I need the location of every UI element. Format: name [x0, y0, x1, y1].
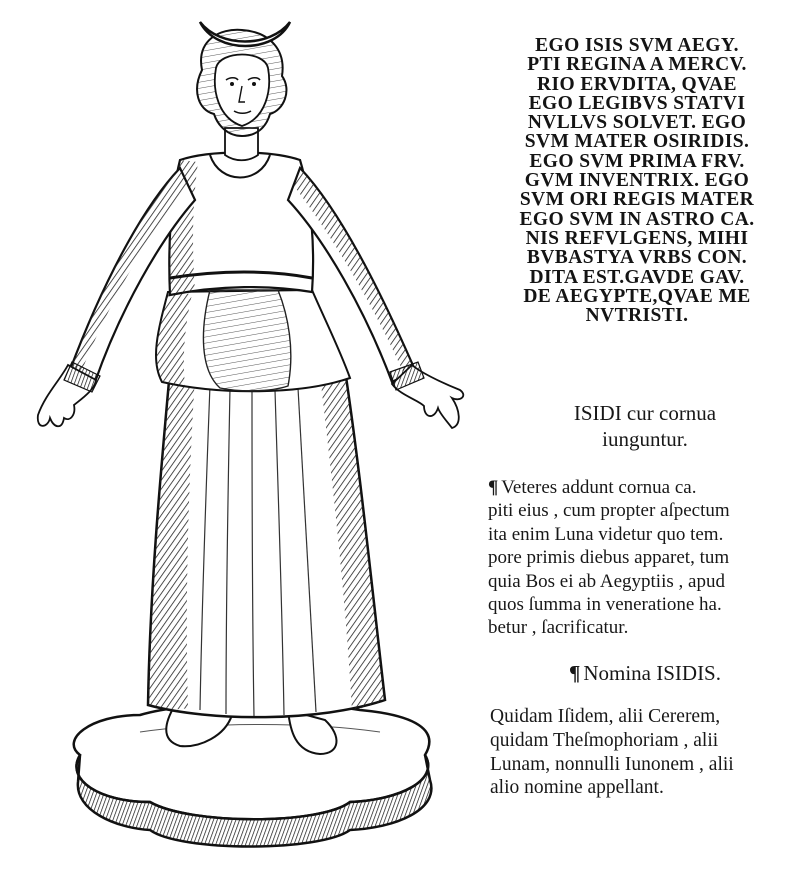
inscription-line: NVTRISTI. — [585, 305, 689, 327]
pedestal — [74, 703, 432, 846]
paragraph-line: quos ſumma in veneratione ha. — [488, 594, 722, 616]
paragraph-line: ita enim Luna videtur quo tem. — [488, 523, 724, 545]
paragraph-line: betur , ſacrificatur. — [488, 617, 629, 639]
apron — [156, 290, 350, 391]
inscription-line: EGO SVM IN ASTRO CA. — [519, 208, 755, 230]
inscription-line: EGO SVM PRIMA FRV. — [529, 150, 745, 172]
inscription-line: SVM MATER OSIRIDIS. — [524, 131, 750, 153]
inscription-line: DITA EST.GAVDE GAV. — [529, 266, 745, 288]
paragraph-line: Lunam, nonnulli Iunonem , alii — [490, 753, 734, 775]
paragraph-line: piti eius , cum propter aſpectum — [488, 500, 730, 522]
heading-line: Nomina ISIDIS. — [583, 661, 721, 685]
bodice — [169, 153, 313, 296]
inscription-line: NVLLVS SOLVET. EGO — [527, 112, 747, 134]
paragraph-line: alio nomine appellant. — [490, 777, 664, 799]
skirt — [148, 370, 385, 717]
inscription-line: GVM INVENTRIX. EGO — [524, 170, 750, 192]
paragraph-horns — [488, 476, 800, 640]
section-heading-horns — [500, 400, 790, 452]
inscription-line: PTI REGINA A MERCV. — [527, 54, 747, 76]
paragraph-names — [490, 705, 800, 800]
section-heading-names — [500, 660, 790, 686]
paragraph-line: Quidam Iſidem, alii Cererem, — [490, 706, 721, 727]
inscription-line: DE AEGYPTE,QVAE ME — [523, 285, 751, 307]
isis-woodcut-illustration — [20, 10, 480, 870]
heading-line: iunguntur. — [602, 427, 688, 451]
pilcrow-icon: ¶ — [568, 661, 581, 685]
paragraph-line: quidam Theſmophoriam , alii — [490, 729, 719, 751]
inscription-line: RIO ERVDITA, QVAE — [537, 73, 737, 95]
paragraph-line: pore primis diebus apparet, tum — [488, 547, 730, 569]
inscription-line: EGO ISIS SVM AEGY. — [535, 35, 739, 56]
inscription-line: NIS REFVLGENS, MIHI — [525, 227, 749, 249]
pilcrow-icon: ¶ — [488, 477, 499, 498]
inscription-line: BVBASTYA VRBS CON. — [526, 247, 748, 269]
inscription-line: SVM ORI REGIS MATER — [519, 189, 755, 211]
isis-inscription — [478, 36, 796, 325]
inscription-line: EGO LEGIBVS STATVI — [528, 92, 746, 114]
heading-line: ISIDI cur cornua — [573, 401, 717, 425]
paragraph-line: Veteres addunt cornua ca. — [501, 477, 697, 498]
paragraph-line: quia Bos ei ab Aegyptiis , apud — [488, 570, 725, 592]
